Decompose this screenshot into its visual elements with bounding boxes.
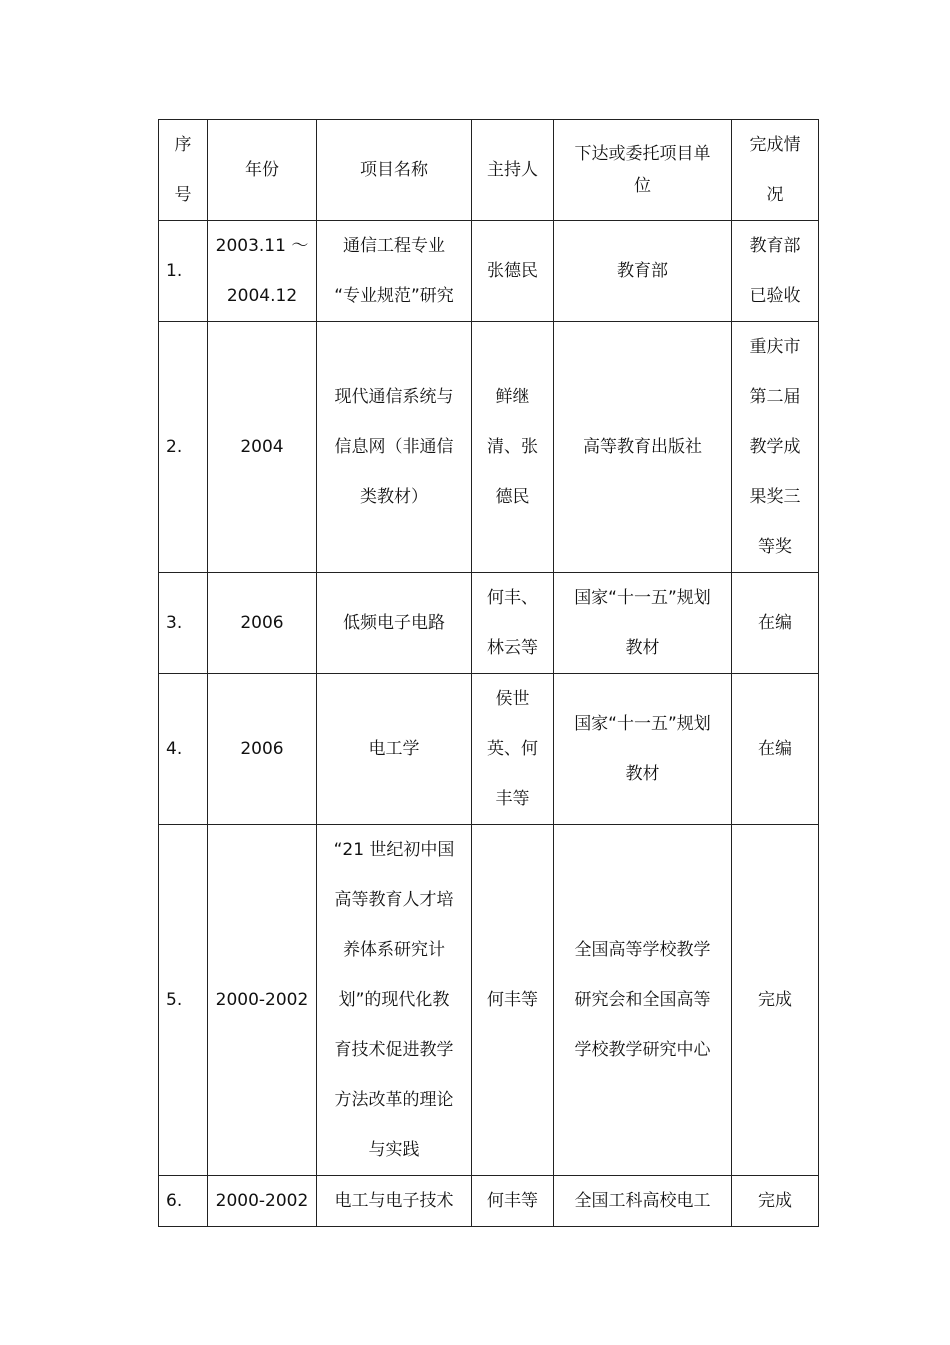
cell-project-name bbox=[317, 825, 472, 1176]
cell-project-name-line: 养体系研究计 bbox=[343, 940, 445, 960]
table-row bbox=[159, 674, 819, 825]
header-seq bbox=[159, 120, 208, 221]
cell-status bbox=[732, 825, 819, 1176]
cell-host bbox=[472, 322, 554, 573]
cell-unit-line: 高等教育出版社 bbox=[583, 437, 702, 457]
cell-unit bbox=[554, 825, 732, 1176]
header-seq-line: 序 bbox=[174, 135, 192, 155]
cell-host-line: 侯世 bbox=[495, 689, 530, 709]
cell-project-name-line: 信息网（非通信 bbox=[334, 437, 454, 457]
seq-number: 5. bbox=[166, 990, 183, 1010]
cell-seq bbox=[159, 1176, 208, 1227]
cell-unit-line: 研究会和全国高等 bbox=[574, 990, 711, 1010]
cell-unit bbox=[554, 573, 732, 674]
cell-host-line: 张德民 bbox=[487, 261, 538, 281]
table-body bbox=[159, 221, 819, 1227]
table-row bbox=[159, 1176, 819, 1227]
cell-project-name-line: 电工学 bbox=[368, 739, 420, 759]
cell-status-line: 已验收 bbox=[749, 286, 801, 306]
seq-number: 2. bbox=[166, 437, 183, 457]
table-row bbox=[159, 221, 819, 322]
cell-year bbox=[208, 674, 317, 825]
cell-unit-line: 教材 bbox=[625, 638, 660, 658]
cell-host bbox=[472, 825, 554, 1176]
cell-status-line: 等奖 bbox=[758, 537, 792, 557]
cell-host bbox=[472, 674, 554, 825]
cell-status bbox=[732, 322, 819, 573]
cell-year-line: 2006 bbox=[240, 613, 284, 633]
cell-host bbox=[472, 221, 554, 322]
table-row bbox=[159, 573, 819, 674]
projects-table bbox=[158, 119, 819, 1227]
cell-unit-line: 国家“十一五”规划 bbox=[574, 714, 711, 734]
cell-unit-line: 学校教学研究中心 bbox=[574, 1040, 711, 1060]
cell-project-name-line: “21 世纪初中国 bbox=[333, 840, 455, 860]
cell-unit bbox=[554, 1176, 732, 1227]
header-year: 年份 bbox=[208, 120, 317, 221]
cell-status-line: 完成 bbox=[758, 1191, 792, 1211]
seq-number: 1. bbox=[166, 261, 183, 281]
cell-year bbox=[208, 221, 317, 322]
cell-year bbox=[208, 825, 317, 1176]
cell-status bbox=[732, 221, 819, 322]
cell-project-name-line: 电工与电子技术 bbox=[334, 1191, 454, 1211]
cell-year-line: 2006 bbox=[240, 739, 284, 759]
cell-unit-line: 全国高等学校教学 bbox=[574, 940, 711, 960]
cell-host-line: 丰等 bbox=[495, 789, 530, 809]
cell-project-name-line: 类教材） bbox=[360, 487, 428, 507]
cell-year bbox=[208, 573, 317, 674]
seq-number: 4. bbox=[166, 739, 183, 759]
cell-project-name bbox=[317, 573, 472, 674]
cell-status-line: 果奖三 bbox=[749, 487, 801, 507]
table-header-row bbox=[159, 120, 819, 221]
table-row bbox=[159, 322, 819, 573]
cell-host-line: 何丰、 bbox=[487, 588, 538, 608]
cell-status bbox=[732, 1176, 819, 1227]
cell-unit bbox=[554, 674, 732, 825]
header-status-line: 况 bbox=[766, 185, 784, 205]
cell-year-line: 2004 bbox=[240, 437, 284, 457]
cell-status bbox=[732, 573, 819, 674]
cell-project-name bbox=[317, 1176, 472, 1227]
header-status bbox=[732, 120, 819, 221]
cell-unit-line: 教育部 bbox=[617, 261, 668, 281]
cell-status-line: 第二届 bbox=[749, 387, 801, 407]
cell-status-line: 完成 bbox=[758, 990, 792, 1010]
cell-host-line: 清、张 bbox=[487, 437, 538, 457]
cell-project-name-line: 方法改革的理论 bbox=[334, 1090, 454, 1110]
cell-host-line: 林云等 bbox=[487, 638, 538, 658]
cell-status-line: 重庆市 bbox=[749, 337, 801, 357]
cell-project-name-line: 现代通信系统与 bbox=[334, 387, 454, 407]
cell-project-name bbox=[317, 674, 472, 825]
cell-project-name bbox=[317, 322, 472, 573]
header-unit-line: 位 bbox=[634, 176, 651, 196]
cell-project-name-line: “专业规范”研究 bbox=[334, 286, 454, 306]
cell-year bbox=[208, 1176, 317, 1227]
cell-seq bbox=[159, 674, 208, 825]
table-row bbox=[159, 825, 819, 1176]
cell-host bbox=[472, 1176, 554, 1227]
cell-seq bbox=[159, 221, 208, 322]
cell-project-name-line: 通信工程专业 bbox=[343, 236, 445, 256]
cell-project-name-line: 育技术促进教学 bbox=[334, 1040, 454, 1060]
cell-status-line: 在编 bbox=[758, 613, 792, 633]
cell-project-name-line: 划”的现代化教 bbox=[338, 990, 450, 1010]
cell-project-name-line: 高等教育人才培 bbox=[334, 890, 454, 910]
header-seq-line: 号 bbox=[174, 185, 192, 205]
header-unit-line: 下达或委托项目单 bbox=[574, 144, 711, 164]
cell-project-name-line: 低频电子电路 bbox=[343, 613, 445, 633]
cell-unit bbox=[554, 322, 732, 573]
cell-unit bbox=[554, 221, 732, 322]
cell-seq bbox=[159, 322, 208, 573]
cell-unit-line: 国家“十一五”规划 bbox=[574, 588, 711, 608]
cell-unit-line: 全国工科高校电工 bbox=[574, 1191, 711, 1211]
cell-project-name-line: 与实践 bbox=[368, 1140, 420, 1160]
seq-number: 6. bbox=[166, 1191, 183, 1211]
header-name: 项目名称 bbox=[317, 120, 472, 221]
cell-year bbox=[208, 322, 317, 573]
cell-status bbox=[732, 674, 819, 825]
header-unit bbox=[554, 120, 732, 221]
cell-host-line: 英、何 bbox=[487, 739, 538, 759]
cell-host-line: 何丰等 bbox=[487, 1191, 538, 1211]
cell-host-line: 鲜继 bbox=[495, 387, 530, 407]
header-host: 主持人 bbox=[472, 120, 554, 221]
cell-status-line: 在编 bbox=[758, 739, 792, 759]
cell-year-line: 2000-2002 bbox=[215, 1191, 309, 1211]
cell-year-line: 2004.12 bbox=[226, 286, 298, 306]
cell-status-line: 教育部 bbox=[749, 236, 801, 256]
cell-project-name bbox=[317, 221, 472, 322]
cell-host bbox=[472, 573, 554, 674]
header-status-line: 完成情 bbox=[749, 135, 801, 155]
cell-status-line: 教学成 bbox=[749, 437, 801, 457]
cell-seq bbox=[159, 825, 208, 1176]
cell-year-line: 2003.11 ～ bbox=[215, 236, 309, 256]
cell-host-line: 德民 bbox=[495, 487, 530, 507]
seq-number: 3. bbox=[166, 613, 183, 633]
cell-unit-line: 教材 bbox=[625, 764, 660, 784]
cell-year-line: 2000-2002 bbox=[215, 990, 309, 1010]
cell-seq bbox=[159, 573, 208, 674]
cell-host-line: 何丰等 bbox=[487, 990, 538, 1010]
